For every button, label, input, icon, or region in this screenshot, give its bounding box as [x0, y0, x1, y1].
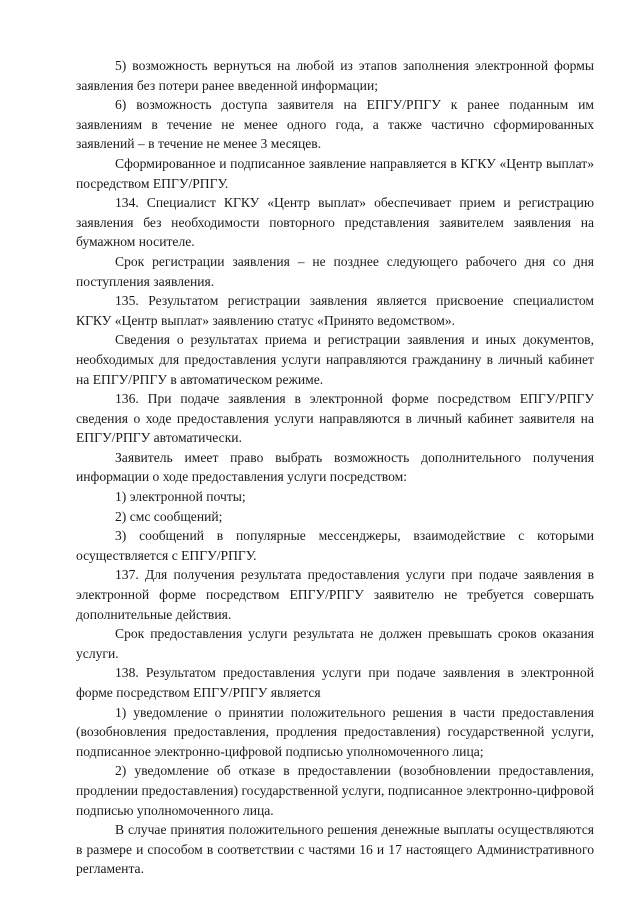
paragraph: 138. Результатом предоставления услуги при подаче заявления в электронной форме посредством ЕПГУ/РПГУ является	[76, 665, 594, 700]
paragraph: Срок регистрации заявления – не позднее следующего рабочего дня со дня поступления заявления.	[76, 253, 594, 289]
paragraph: 135. Результатом регистрации заявления является присвоение специалистом КГКУ «Центр выплат» заявлению статус «Принято ведомством».	[76, 293, 594, 328]
paragraph: 2) смс сообщений;	[115, 508, 223, 524]
paragraph: 6) возможность доступа заявителя на ЕПГУ/РПГУ к ранее поданным им заявлениям в течение не менее одного года, а также частично сформированных заявлений – в течение не менее 3 месяцев.	[76, 97, 594, 152]
paragraph: Сформированное и подписанное заявление направляется в КГКУ «Центр выплат» посредством ЕПГУ/РПГУ.	[76, 155, 594, 191]
paragraph: 1) уведомление о принятии положительного решения в части предоставления (возобновления предоставления, продления предоставления) государственной услуги, подписанное электронно-цифровой подписью уполномоченного лица;	[76, 704, 594, 759]
paragraph: 136. При подаче заявления в электронной форме посредством ЕПГУ/РПГУ сведения о ходе предоставления услуги направляются в личный кабинет заявителя на ЕПГУ/РПГУ автоматически.	[76, 391, 594, 446]
paragraph: 134. Специалист КГКУ «Центр выплат» обеспечивает прием и регистрацию заявления без необходимости повторного представления заявителем заявления на бумажном носителе.	[76, 195, 594, 250]
paragraph: Заявитель имеет право выбрать возможность дополнительного получения информации о ходе предоставления услуги посредством:	[76, 449, 594, 485]
paragraph: 1) электронной почты;	[115, 489, 246, 505]
paragraph: 137. Для получения результата предоставления услуги при подаче заявления в электронной форме посредством ЕПГУ/РПГУ заявителю не требуется совершать дополнительные действия.	[76, 567, 594, 622]
paragraph: Сведения о результатах приема и регистрации заявления и иных документов, необходимых для предоставления услуги направляются гражданину в личный кабинет на ЕПГУ/РПГУ в автоматическом режиме.	[76, 332, 594, 387]
paragraph: Срок предоставления услуги результата не должен превышать сроков оказания услуги.	[76, 626, 594, 661]
paragraph: 2) уведомление об отказе в предоставлении (возобновлении предоставления, продлении предоставления) государственной услуги, подписанное электронно-цифровой подписью уполномоченного лица.	[76, 763, 594, 818]
document-body	[76, 56, 594, 879]
paragraph: В случае принятия положительного решения денежные выплаты осуществляются в размере и способом в соответствии с частями 16 и 17 настоящего Административного регламента.	[76, 822, 594, 877]
paragraph: 5) возможность вернуться на любой из этапов заполнения электронной формы заявления без потери ранее введенной информации;	[76, 58, 594, 93]
paragraph: 3) сообщений в популярные мессенджеры, взаимодействие с которыми осуществляется с ЕПГУ/РПГУ.	[76, 528, 594, 563]
